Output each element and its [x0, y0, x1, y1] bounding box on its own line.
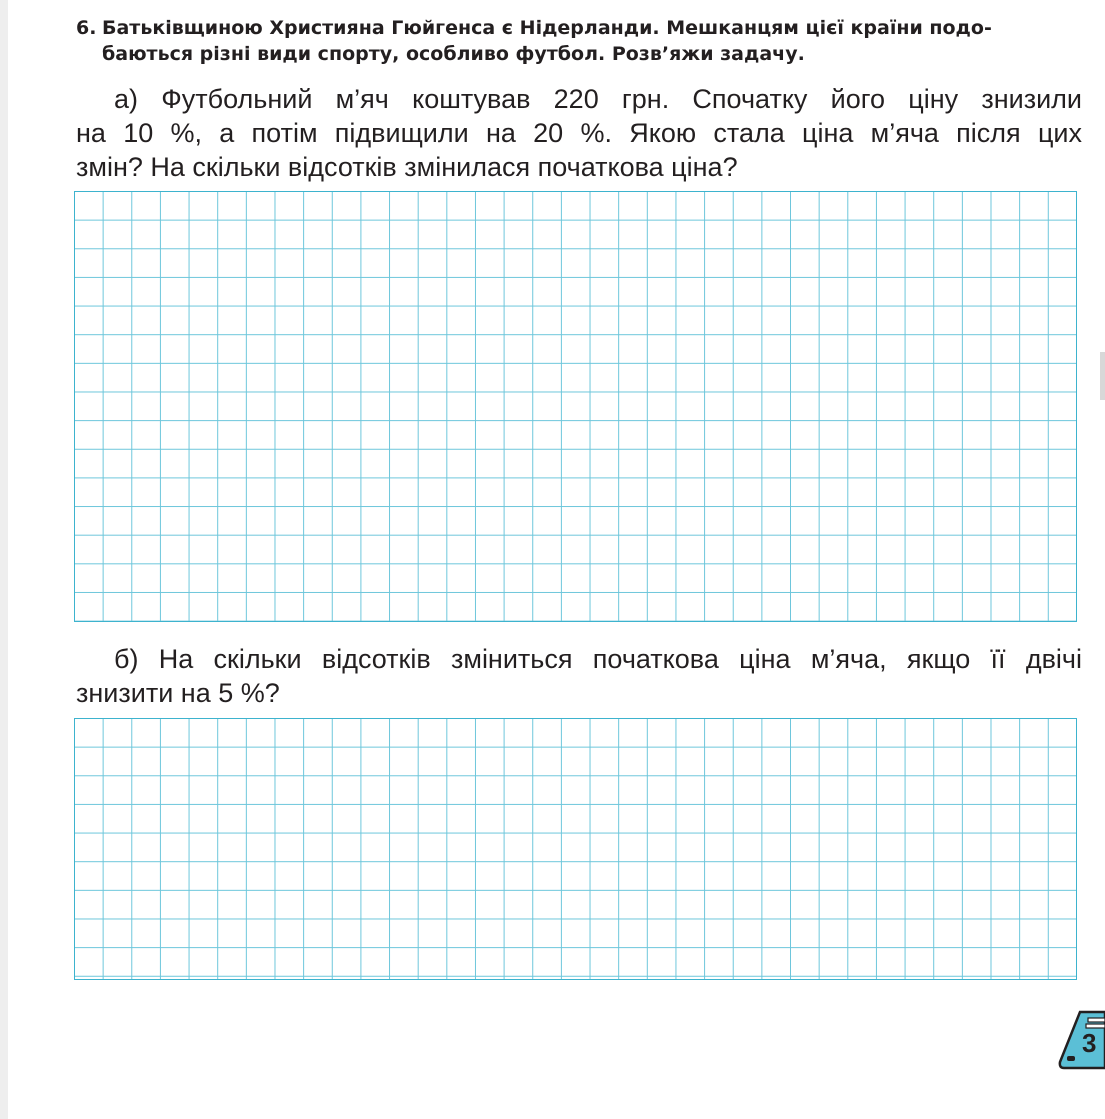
task-number: 6. — [76, 17, 97, 39]
part-b-line-1: б) На скільки відсотків зміниться початкова ціна м’яча, якщо її двічі — [114, 644, 1082, 674]
task-header-line-2: баються різні види спорту, особливо футбол. Розв’яжи задачу. — [102, 43, 805, 65]
part-a-line-2: на 10 %, а потім підвищили на 20 %. Якою стала ціна м’яча після цих — [76, 118, 1082, 148]
part-a-question — [76, 82, 1082, 184]
part-b-question — [76, 642, 1082, 710]
part-a-line-3: змін? На скільки відсотків змінилася початкова ціна? — [76, 152, 738, 182]
answer-grid-a[interactable] — [74, 191, 1077, 622]
part-b-line-2: знизити на 5 %? — [76, 678, 280, 708]
task-header — [76, 15, 1086, 67]
page-edge-tab — [1100, 352, 1105, 400]
page-left-edge — [0, 0, 8, 1119]
page-number: 3 — [1082, 1028, 1097, 1058]
task-header-line-1: Батьківщиною Християна Гюйгенса є Нідерланди. Мешканцям цієї країни подо- — [102, 17, 992, 39]
page-number-badge — [1058, 1010, 1105, 1070]
part-a-line-1: а) Футбольний м’яч коштував 220 грн. Спочатку його ціну знизили — [114, 84, 1082, 114]
answer-grid-b[interactable] — [74, 718, 1077, 980]
